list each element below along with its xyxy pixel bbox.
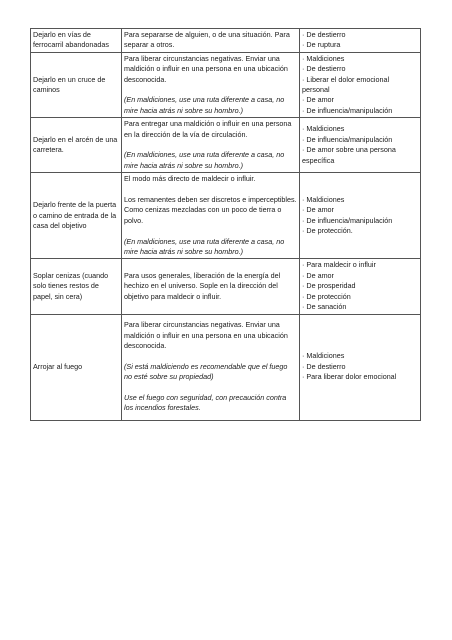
description-text: Para usos generales, liberación de la energía del hechizo en el universo. Sople en la dirección del objetivo para maldecir o influir.	[124, 270, 281, 301]
use-item: · De amor	[302, 270, 334, 280]
use-item: · Maldiciones	[302, 195, 345, 205]
use-item: · De influencia/manipulación	[302, 215, 393, 225]
use-item: · De protección.	[302, 226, 353, 236]
place-cell	[31, 118, 122, 173]
note-text: (En maldiciones, use una ruta diferente a casa, no mire hacia atrás ni sobre su hombro.)	[124, 150, 285, 170]
uses-cell	[300, 173, 421, 259]
use-item: · Maldiciones	[302, 124, 345, 134]
use-item: · De amor	[302, 205, 334, 215]
use-item: · De amor	[302, 95, 334, 105]
use-item: · Para liberar dolor emocional	[302, 372, 397, 382]
table-row	[31, 118, 421, 173]
place-text: Dejarlo en el arcén de una carretera.	[33, 134, 118, 155]
table-row	[31, 52, 421, 117]
table-row	[31, 173, 421, 259]
use-item: · De destierro	[302, 30, 346, 39]
place-cell	[31, 173, 122, 259]
use-item: · De destierro	[302, 361, 346, 371]
use-item: · Maldiciones	[302, 351, 345, 361]
uses-cell	[300, 259, 421, 314]
uses-cell	[300, 118, 421, 173]
use-item: · De protección	[302, 291, 351, 301]
place-text: Arrojar al fuego	[33, 361, 83, 371]
description-text: Para liberar circunstancias negativas. Enviar una maldición o influir en una persona en una ubicación desconocida.	[124, 320, 288, 351]
description-text: Para entregar una maldición o influir en una persona en la dirección de la vía de circulación.	[124, 119, 292, 139]
place-cell	[31, 52, 122, 117]
description-cell	[122, 118, 300, 173]
use-item: · De sanación	[302, 302, 347, 312]
description-cell	[122, 29, 300, 53]
note-text: (En maldiciones, use una ruta diferente a casa, no mire hacia atrás ni sobre su hombro.)	[124, 95, 285, 115]
description-text: El modo más directo de maldecir o influir.	[124, 174, 256, 184]
uses-cell	[300, 29, 421, 53]
place-cell	[31, 314, 122, 420]
place-text: Dejarlo en un cruce de caminos	[33, 74, 106, 95]
description-cell	[122, 314, 300, 420]
description-text: Los remanentes deben ser discretos e imperceptibles. Como cenizas mezcladas con un poco de tierra o polvo.	[124, 195, 297, 225]
description-cell	[122, 52, 300, 117]
uses-cell	[300, 314, 421, 420]
description-cell	[122, 259, 300, 314]
place-cell	[31, 29, 122, 53]
use-item: · De influencia/manipulación	[302, 105, 393, 115]
note-text: (Si está maldiciendo es recomendable que el fuego no esté sobre su propiedad)	[124, 361, 288, 382]
description-cell	[122, 173, 300, 259]
use-item: · Liberar el dolor emocional personal	[302, 74, 390, 95]
place-cell	[31, 259, 122, 314]
description-text: Para separarse de alguien, o de una situación. Para separar a otros.	[124, 30, 290, 50]
table-row	[31, 29, 421, 53]
use-item: · Maldiciones	[302, 53, 345, 63]
use-item: · Para maldecir o influir	[302, 260, 376, 270]
use-item: · De prosperidad	[302, 281, 356, 291]
use-item: · De destierro	[302, 64, 346, 74]
note-text: (En maldiciones, use una ruta diferente a casa, no mire hacia atrás ni sobre su hombro.)	[124, 236, 285, 257]
table-row	[31, 314, 421, 420]
place-text: Dejarlo en vías de ferrocarril abandonadas	[33, 30, 109, 50]
table-row	[31, 259, 421, 314]
use-item: · De ruptura	[302, 40, 341, 50]
place-text: Soplar cenizas (cuando solo tienes restos de papel, sin cera)	[33, 270, 109, 301]
note-text: Use el fuego con seguridad, con precaución contra los incendios forestales.	[124, 393, 287, 413]
description-text: Para liberar circunstancias negativas. Enviar una maldición o influir en una persona en una ubicación desconocida.	[124, 53, 288, 84]
ritual-disposal-table	[30, 28, 421, 421]
use-item: · De influencia/manipulación	[302, 134, 393, 144]
place-text: Dejarlo frente de la puerta o camino de entrada de la casa del objetivo	[33, 200, 117, 231]
uses-cell	[300, 52, 421, 117]
use-item: · De amor sobre una persona específica	[302, 145, 396, 165]
